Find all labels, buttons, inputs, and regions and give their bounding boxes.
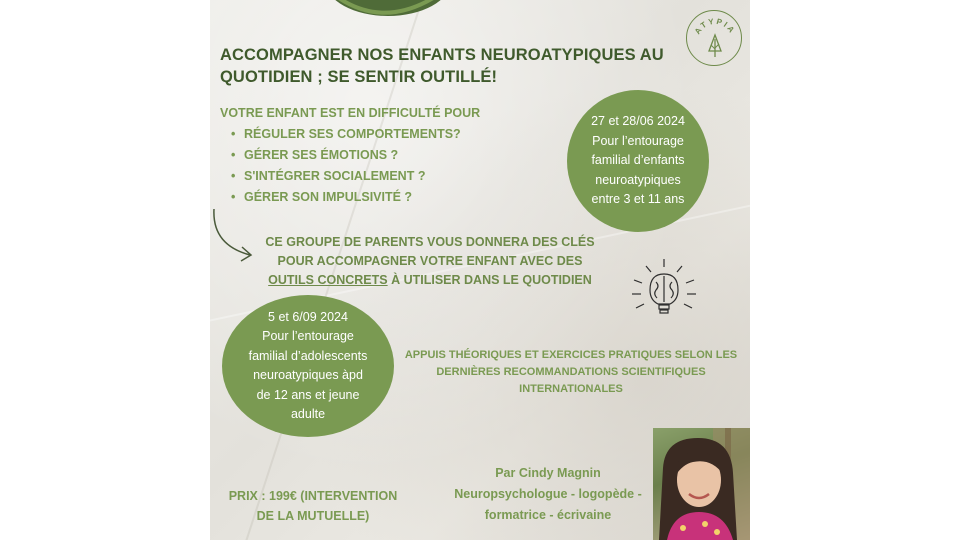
title-line: ACCOMPAGNER NOS ENFANTS NEUROATYPIQUES AU <box>220 46 664 64</box>
bullet-icon: • <box>231 127 236 141</box>
scientific-support-text: APPUIS THÉORIQUES ET EXERCICES PRATIQUES SELON LES DERNIÈRES RECOMMANDATIONS SCIENTIFIQUES INTERNATIONALES <box>404 349 738 395</box>
author-photo <box>653 428 750 540</box>
bullet-icon: • <box>231 169 236 183</box>
atypia-logo <box>686 10 742 66</box>
session-text: de 12 ans et jeune <box>256 387 360 402</box>
portrait-image <box>653 428 750 540</box>
session-text: neuroatypiques àpd <box>253 368 363 382</box>
session-text: adulte <box>290 407 326 421</box>
session-text: Pour l’entourage <box>262 329 354 343</box>
list-item: • GÉRER SON IMPULSIVITÉ ? <box>220 187 550 208</box>
session-september-badge <box>222 295 394 437</box>
session-text: Pour l’entourage <box>592 133 684 148</box>
session-text: familial d’adolescents <box>248 348 368 363</box>
parent-group-text: CE GROUPE DE PARENTS VOUS DONNERA DES CLÉS POUR ACCOMPAGNER VOTRE ENFANT AVEC DES OUTILS CONCRETS À UTILISER DANS LE QUOTIDIEN <box>265 235 595 287</box>
bullet-icon: • <box>231 148 236 162</box>
author-role: Neuropsychologue - logopède - <box>454 487 642 501</box>
leaf-decoration-icon <box>318 0 468 34</box>
session-text: neuroatypiques <box>595 172 681 187</box>
session-text: entre 3 et 11 ans <box>591 192 685 207</box>
event-poster <box>210 0 750 540</box>
title-line: QUOTIDIEN ; SE SENTIR OUTILLÉ! <box>220 68 498 86</box>
bullet-icon: • <box>231 190 236 204</box>
svg-text:ATYPIA <box>693 17 737 36</box>
difficulty-list <box>220 124 550 208</box>
list-item: • GÉRER SES ÉMOTIONS ? <box>220 145 550 166</box>
brain-lightbulb-icon <box>626 256 702 326</box>
session-june-badge <box>567 90 709 232</box>
tree-icon <box>687 11 743 67</box>
logo-text: ATYPIA <box>692 16 738 36</box>
author-role: formatrice - écrivaine <box>484 508 612 522</box>
session-date: 27 et 28/06 2024 <box>591 114 685 129</box>
price-text: PRIX : 199€ (INTERVENTION DE LA MUTUELLE) <box>228 489 398 523</box>
concrete-tools-highlight: OUTILS CONCRETS <box>268 273 388 287</box>
list-item: • RÉGULER SES COMPORTEMENTS? <box>220 124 550 145</box>
session-date: 5 et 6/09 2024 <box>268 309 348 324</box>
author-name: Par Cindy Magnin <box>495 466 601 480</box>
list-item: • S'INTÉGRER SOCIALEMENT ? <box>220 166 550 187</box>
session-text: familial d’enfants <box>591 153 685 168</box>
poster-title <box>220 44 670 88</box>
question-intro: VOTRE ENFANT EST EN DIFFICULTÉ POUR <box>220 106 481 120</box>
difficulty-question <box>220 103 550 208</box>
author-credit <box>438 463 658 526</box>
